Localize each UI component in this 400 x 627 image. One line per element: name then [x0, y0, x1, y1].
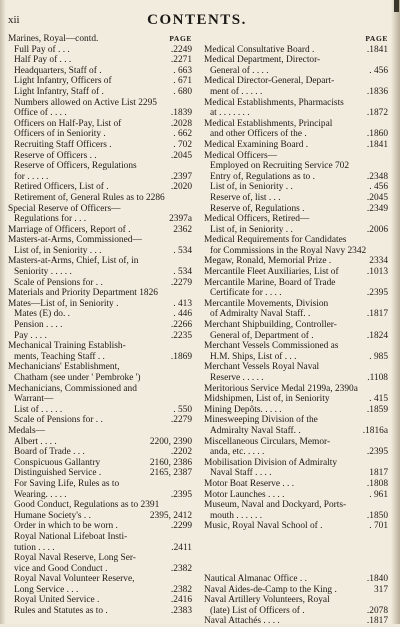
index-entry [204, 458, 388, 469]
index-entry-text: For Saving Life, Rules as to [14, 478, 120, 489]
index-entry-page: .2279 [170, 277, 192, 288]
index-entry [204, 479, 388, 490]
index-entry [8, 458, 192, 469]
index-entry-page: . 415 [369, 394, 388, 405]
index-entry-text: of Admiralty Naval Staff. . [210, 309, 311, 320]
right-column [204, 34, 388, 627]
index-entry-text: Warrant— [14, 394, 54, 405]
index-entry [8, 225, 192, 236]
index-entry [204, 394, 388, 405]
index-entry-text: Motor Launches . . . . [204, 489, 285, 500]
index-entry-text: Miscellaneous Circulars, Memor- [204, 436, 331, 447]
index-entry-page: .1869 [170, 351, 192, 362]
index-entry [8, 140, 192, 151]
index-entry-text: Reserve of, list . . . [210, 192, 281, 203]
section-heading: Marines, Royal—contd. [8, 34, 99, 44]
index-entry [8, 585, 192, 596]
index-entry-text: Meritorious Service Medal 2199a, 2390a [204, 383, 358, 394]
index-entry [8, 511, 192, 522]
index-entry [8, 299, 192, 310]
index-entry-page: .2235 [170, 330, 192, 341]
index-entry [8, 76, 192, 87]
index-entry [204, 415, 388, 426]
index-entry [8, 362, 192, 373]
index-entry [204, 66, 388, 77]
index-entry-text: at . . . . . . . [210, 108, 250, 119]
index-entry [204, 129, 388, 140]
index-entry [204, 172, 388, 183]
index-entry-page: .2383 [170, 606, 192, 617]
index-entry-text: Music, Royal Naval School of . [204, 521, 323, 532]
index-entry-text: Headquarters, Staff of . [14, 65, 102, 76]
index-entry [8, 394, 192, 405]
index-entry-text: Royal Naval Volunteer Reserve, [14, 574, 135, 585]
index-entry [204, 352, 388, 363]
page-header [6, 14, 388, 30]
index-entry-text: ments, Teaching Staff . . [14, 351, 105, 362]
index-entry [204, 87, 388, 98]
index-entry-text: mouth . . . . . . [210, 510, 263, 521]
index-entry-text: Mobilisation Division of Admiralty [204, 457, 338, 468]
index-entry [204, 595, 388, 606]
index-entry-page: .2045 [170, 150, 192, 161]
index-entry-text: Conspicuous Gallantry [14, 457, 101, 468]
index-entry [8, 320, 192, 331]
index-entry-page: .2382 [170, 584, 192, 595]
index-entry [204, 288, 388, 299]
index-entry-text: Merchant Vessels Commissioned as [204, 341, 339, 352]
index-entry-page: .1817 [366, 309, 388, 320]
index-entry-page: .1841 [366, 139, 388, 150]
index-entry [204, 437, 388, 448]
index-entry [8, 521, 192, 532]
index-entry-text: H.M. Ships, List of . . . [210, 351, 297, 362]
index-entry [204, 299, 388, 310]
index-entry [8, 182, 192, 193]
index-entry [8, 405, 192, 416]
index-entry [8, 479, 192, 490]
index-entry-text: Mates (E) do. . [14, 309, 70, 320]
index-entry-text: anda, etc. . . . . [210, 447, 265, 458]
index-entry [204, 521, 388, 532]
index-entry [8, 256, 192, 267]
index-entry-text: General of, Department of . [210, 330, 314, 341]
index-entry-text: Royal National Lifeboat Insti- [14, 531, 128, 542]
index-entry-text: Mining Depôts. . . . . [204, 404, 282, 415]
index-entry-page: . 961 [369, 489, 388, 500]
index-entry-text: Nautical Almanac Office . . [204, 573, 307, 584]
index-entry [8, 606, 192, 617]
index-entry-text: Reserve of Officers . . [14, 150, 97, 161]
index-entry [8, 352, 192, 363]
index-entry-page: .2348 [366, 171, 388, 182]
index-entry [8, 437, 192, 448]
index-entry-text: Medical Establishments, Pharmacists [204, 97, 344, 108]
index-entry-text: Medical Department, Director- [204, 55, 321, 66]
index-entry-text: List of, in Seniority . . [210, 224, 293, 235]
index-entry-text: (late) List of Officers of . [210, 605, 305, 616]
index-entry-text: Merchant Vessels Royal Naval [204, 362, 320, 373]
index-entry-text: Reserve of Officers, Regulations [14, 161, 137, 172]
index-entry-text: Employed on Recruiting Service 702 [210, 161, 350, 172]
index-entry-text: Reserve of, Regulations . [210, 203, 305, 214]
index-entry-text: General of . . . . [210, 65, 269, 76]
index-entry [204, 214, 388, 225]
index-entry-text: Half Pay of . . . [14, 55, 72, 66]
index-entry-text: Masters-at-Arms, Commissioned— [8, 235, 142, 246]
index-entry-text: ment of . . . . . [210, 86, 263, 97]
index-entry [204, 98, 388, 109]
index-entry-page: . 534 [173, 267, 192, 278]
index-entry-text: Mercantile Movements, Division [204, 298, 329, 309]
index-entry-text: Medical Consultative Board . [204, 44, 315, 55]
index-entry-page: .1013 [366, 267, 388, 278]
index-entry-page: . 701 [369, 521, 388, 532]
index-entry-page: . 702 [173, 139, 192, 150]
index-entry [8, 119, 192, 130]
index-entry-page: . 534 [173, 245, 192, 256]
index-entry-page: . 671 [173, 76, 192, 87]
index-entry [204, 45, 388, 56]
index-entry-text: Entry of, Regulations as to . [210, 171, 315, 182]
index-entry-page: 2334 [369, 256, 388, 267]
index-entry [8, 193, 192, 204]
page-edge-shadow [391, 0, 400, 624]
index-entry [204, 320, 388, 331]
index-entry [204, 55, 388, 66]
index-entry [204, 278, 388, 289]
index-entry [8, 384, 192, 395]
index-entry-text: Masters-at-Arms, Chief, List of, in [8, 256, 139, 267]
index-entry-text: Albert . . . . [14, 436, 57, 447]
index-entry-text: Medical Examining Board . [204, 139, 309, 150]
index-entry-page: .2006 [366, 224, 388, 235]
index-entry [8, 129, 192, 140]
index-entry [204, 225, 388, 236]
index-entry [204, 362, 388, 373]
index-entry-text: Officers on Half-Pay, List of [14, 118, 122, 129]
index-entry [204, 426, 388, 437]
index-entry-text: Full Pay of . . . [14, 44, 70, 55]
index-entry-page: .2028 [170, 118, 192, 129]
left-index-list [8, 45, 192, 617]
index-entry [204, 490, 388, 501]
index-entry-page: 2395, 2412 [149, 510, 192, 521]
index-entry-page: . 446 [173, 309, 192, 320]
index-entry-page: .1816a [362, 425, 388, 436]
index-entry [8, 172, 192, 183]
index-entry-text: Naval Attachés . . . . [204, 616, 280, 627]
index-entry-page: .2279 [170, 415, 192, 426]
index-entry [8, 373, 192, 384]
index-entry-text: Regulations for . . . [14, 214, 87, 225]
index-entry-page: .2349 [366, 203, 388, 214]
page-binding-shadow [0, 0, 6, 624]
index-entry [204, 256, 388, 267]
index-entry-text: Royal United Service . [14, 595, 100, 606]
index-entry [204, 405, 388, 416]
index-entry [8, 543, 192, 554]
index-entry-text: Retired Officers, List of . [14, 182, 109, 193]
index-entry-text: Marriage of Officers, Report of . [8, 224, 131, 235]
left-column-header [8, 34, 192, 45]
index-entry [8, 161, 192, 172]
index-entry [204, 161, 388, 172]
index-entry [204, 267, 388, 278]
index-entry-text: Medical Establishments, Principal [204, 118, 333, 129]
index-entry-text: Officers of in Seniority . [14, 129, 106, 140]
index-entry-text: Seniority . . . . . [14, 267, 72, 278]
index-entry-text: Distinguished Service . [14, 468, 102, 479]
index-entry-text: Order in which to be worn . [14, 521, 118, 532]
index-entry-text: vice and Good Conduct . [14, 563, 108, 574]
index-entry-page: 2200, 2390 [149, 436, 192, 447]
index-entry-page: .2271 [170, 55, 192, 66]
index-entry-page: .1817 [366, 616, 388, 627]
index-entry-page: 2160, 2386 [149, 457, 192, 468]
index-entry [204, 447, 388, 458]
index-entry-text: Museum, Naval and Dockyard, Ports- [204, 500, 347, 511]
index-entry-text: Retirement of, General Rules as to 2286 [14, 192, 165, 203]
index-entry-page: . 680 [173, 86, 192, 97]
index-entry-page: . 456 [369, 65, 388, 76]
index-entry [8, 108, 192, 119]
index-entry-text: Medical Director-General, Depart- [204, 76, 335, 87]
index-entry [8, 278, 192, 289]
index-entry-text: List of, in Seniority . . [210, 182, 293, 193]
index-entry-page: .2202 [170, 447, 192, 458]
index-entry-text: Mechanicians' Establishment, [8, 362, 120, 373]
index-entry-text: Light Infantry, Staff of . [14, 86, 104, 97]
index-entry-text: Midshipmen, List of, in Seniority [204, 394, 330, 405]
column-spacer [204, 532, 388, 574]
index-entry-page: .1824 [366, 330, 388, 341]
index-entry-page: . 456 [369, 182, 388, 193]
index-entry-text: tution . . . . [14, 542, 55, 553]
index-entry-page: .1840 [366, 573, 388, 584]
index-entry [8, 490, 192, 501]
index-entry-page: . 663 [173, 65, 192, 76]
index-entry [8, 309, 192, 320]
page-label: PAGE [365, 34, 388, 43]
index-entry-text: Reserve . . . . . [210, 373, 264, 383]
index-entry [8, 532, 192, 543]
index-entry-page: .2299 [170, 521, 192, 532]
index-entry-text: Mercantile Fleet Auxiliaries, List of [204, 267, 339, 278]
index-entry [204, 182, 388, 193]
index-entry [8, 341, 192, 352]
right-index-list-bottom [204, 574, 388, 627]
index-entry [204, 246, 388, 257]
index-entry-page: .1860 [366, 129, 388, 140]
index-entry-page: .2078 [366, 605, 388, 616]
index-entry-page: 2362 [173, 224, 192, 235]
index-entry [8, 564, 192, 575]
index-entry-text: Humane Society's . . [14, 510, 91, 521]
index-entry [204, 151, 388, 162]
index-entry-page: .2020 [170, 182, 192, 193]
index-entry-text: Megaw, Ronald, Memorial Prize . [204, 256, 332, 267]
index-entry-text: Motor Boat Reserve . . . [204, 478, 295, 489]
index-entry-page: .1872 [366, 108, 388, 119]
index-entry-text: for Commissions in the Royal Navy 2342 [210, 245, 367, 256]
index-entry [8, 415, 192, 426]
index-entry-page: .2397 [170, 171, 192, 182]
index-entry-text: Merchant Shipbuilding, Controller- [204, 320, 337, 331]
index-entry [204, 341, 388, 352]
index-entry-page: 317 [373, 584, 388, 595]
index-entry [8, 595, 192, 606]
index-entry-page: .1859 [366, 404, 388, 415]
index-entry [8, 468, 192, 479]
index-entry-text: Good Conduct, Regulations as to 2391 [14, 500, 160, 511]
index-entry-text: Numbers allowed on Active List 2295 [14, 97, 157, 108]
index-entry-text: Naval Staff . . . . [210, 468, 272, 479]
index-entry [204, 616, 388, 627]
index-entry-text: List of . . . . . [14, 404, 63, 415]
index-entry [204, 574, 388, 585]
page-number: xii [8, 14, 20, 26]
index-entry-text: Minesweeping Division of the [204, 415, 318, 426]
index-entry [204, 384, 388, 395]
index-entry-text: Rules and Statutes as to . [14, 606, 108, 617]
index-entry-text: Recruiting Staff Officers . [14, 139, 112, 150]
index-entry-text: Materials and Priority Department 1826 [8, 288, 158, 299]
index-entry [8, 214, 192, 225]
index-entry-text: Pension . . . . [14, 320, 63, 331]
index-entry [8, 267, 192, 278]
index-entry-text: Wearing. . . . . [14, 489, 67, 500]
index-entry-page: .1841 [366, 44, 388, 55]
index-entry-text: Certificate for . . . . [210, 288, 282, 299]
index-entry-text: Admiralty Naval Staff. . [210, 425, 301, 436]
index-entry-text: Medical Requirements for Candidates [204, 235, 347, 246]
index-entry [204, 511, 388, 522]
index-entry [8, 235, 192, 246]
index-entry [204, 468, 388, 479]
index-entry-page: .2416 [170, 595, 192, 606]
index-entry-text: Naval Aides-de-Camp to the King . [204, 584, 337, 595]
index-entry-page: .2266 [170, 320, 192, 331]
index-entry-text: Medical Officers— [204, 150, 277, 161]
index-entry [8, 98, 192, 109]
index-entry-text: Mechanical Training Establish- [8, 341, 126, 352]
index-entry-page: .1836 [366, 86, 388, 97]
index-entry [8, 204, 192, 215]
index-entry [8, 55, 192, 66]
index-entry [204, 309, 388, 320]
index-entry [8, 87, 192, 98]
index-entry [8, 45, 192, 56]
index-entry-text: Scale of Pensions for . . [14, 415, 103, 426]
index-entry [8, 426, 192, 437]
index-entry-page: .2395 [366, 288, 388, 299]
index-entry-text: Office of . . . . [14, 108, 67, 119]
index-entry-text: and other Officers of the . [210, 129, 307, 140]
index-entry [204, 193, 388, 204]
index-entry-text: Light Infantry, Officers of [14, 76, 112, 87]
index-entry-text: Long Service . . . [14, 584, 79, 595]
index-entry [8, 66, 192, 77]
index-entry-text: Mercantile Marine, Board of Trade [204, 277, 336, 288]
index-entry-page: . 662 [173, 129, 192, 140]
index-entry-text: Royal Naval Reserve, Long Ser- [14, 553, 136, 564]
index-entry [204, 500, 388, 511]
index-entry [8, 288, 192, 299]
index-entry [8, 151, 192, 162]
index-entry [204, 76, 388, 87]
right-column-header [204, 34, 388, 45]
page-title: CONTENTS. [147, 12, 247, 28]
index-entry-page: .2045 [366, 192, 388, 203]
index-entry-text: Board of Trade . . . [14, 447, 85, 458]
index-entry [204, 606, 388, 617]
index-entry-page: .2395 [170, 489, 192, 500]
index-entry-page: .2382 [170, 563, 192, 574]
page-tab-mark [394, 0, 399, 12]
index-entry-page: . 985 [369, 351, 388, 362]
index-entry-page: 2397a [169, 214, 192, 225]
index-entry-page: .1808 [366, 478, 388, 489]
index-entry [204, 119, 388, 130]
index-entry-page: .1839 [170, 108, 192, 119]
index-entry-page: .1108 [367, 373, 388, 383]
index-entry-page: 2165, 2387 [149, 468, 192, 479]
index-entry-page: .1850 [366, 510, 388, 521]
index-entry-page: . 413 [173, 298, 192, 309]
index-entry [8, 553, 192, 564]
left-column [8, 34, 192, 617]
index-entry [204, 235, 388, 246]
index-entry-text: Mechanicians, Commissioned and [8, 383, 137, 394]
index-entry [8, 331, 192, 342]
page-label: PAGE [169, 34, 192, 43]
index-entry-text: Scale of Pensions for . . [14, 277, 103, 288]
index-entry-text: Mates—List of, in Seniority . [8, 298, 119, 309]
index-entry [204, 373, 388, 384]
index-entry-text: Medical Officers, Retired— [204, 214, 310, 225]
index-entry-page: .2395 [366, 447, 388, 458]
index-entry-text: Pay . . . . [14, 330, 47, 341]
index-entry-page: .2411 [171, 542, 192, 553]
index-entry [8, 447, 192, 458]
index-entry-text: List of, in Seniority . . . [14, 245, 102, 256]
index-entry-text: Chatham (see under ' Pembroke ') [14, 373, 141, 383]
index-entry-text: Special Reserve of Officers— [8, 203, 121, 214]
index-entry-text: for . . . . . [14, 171, 49, 182]
index-entry-page: 1817 [369, 468, 388, 479]
index-entry-page: . 550 [173, 404, 192, 415]
index-entry [8, 574, 192, 585]
index-entry [8, 246, 192, 257]
index-entry [204, 204, 388, 215]
index-entry-text: Medals— [8, 425, 45, 436]
index-entry [8, 500, 192, 511]
index-entry [204, 140, 388, 151]
right-index-list [204, 45, 388, 532]
index-entry [204, 108, 388, 119]
index-entry-text: Naval Artillery Volunteers, Royal [204, 595, 330, 606]
index-entry-page: .2249 [170, 44, 192, 55]
index-entry [204, 331, 388, 342]
index-entry [204, 585, 388, 596]
